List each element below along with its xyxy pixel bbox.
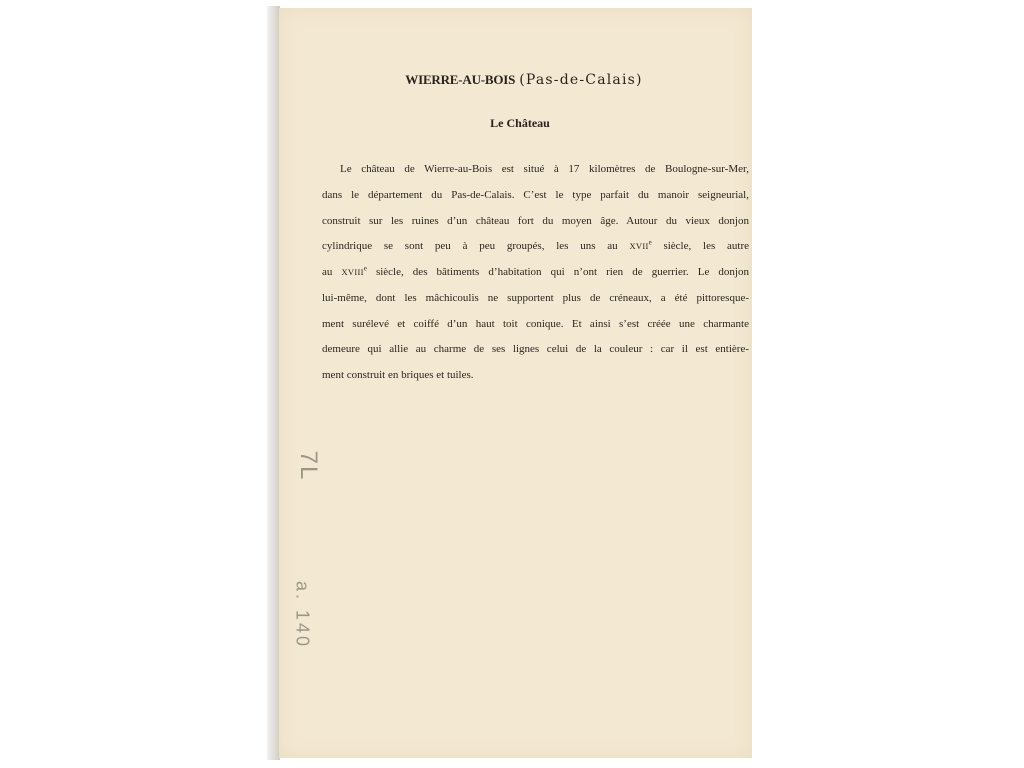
paragraph-line: dans le département du Pas-de-Calais. C’est le type parfait du manoir seigneurial, [322, 188, 749, 201]
postcard [279, 8, 752, 758]
century-superscript: e [648, 238, 652, 247]
title-region: (Pas-de-Calais) [519, 72, 643, 88]
handwritten-note: a. 140 [292, 580, 313, 650]
century-superscript: e [363, 264, 367, 273]
paragraph-line: ment construit en briques et tuiles. [322, 369, 474, 381]
handwritten-note: 7L [295, 450, 322, 482]
century-numeral: XVII [629, 241, 649, 252]
line-text: siècle, des bâtiments d’habitation qui n’ont rien de guerrier. Le donjon [366, 266, 749, 278]
paragraph-line: ment surélevé et coiffé d’un haut toit conique. Et ainsi s’est créée une charmante [322, 317, 749, 330]
document-title [299, 70, 749, 90]
title-place-name: WIERRE-AU-BOIS [405, 72, 516, 87]
document-subtitle: Le Château [490, 116, 550, 130]
paragraph-line: lui-même, dont les mâchicoulis ne supportent plus de créneaux, a été pittoresque- [322, 291, 749, 304]
century-numeral: XVIII [341, 267, 364, 277]
line-text: cylindrique se sont peu à peu groupés, les uns au [322, 240, 630, 253]
paragraph-line [322, 234, 749, 260]
paragraph-line: demeure qui allie au charme de ses lignes celui de la couleur : car il est entière- [322, 343, 749, 356]
line-text: siècle, les autre [651, 240, 749, 253]
body-paragraph [322, 157, 749, 389]
paragraph-line [322, 260, 749, 286]
paragraph-line: construit sur les ruines d’un château fort du moyen âge. Autour du vieux donjon [322, 214, 749, 227]
paragraph-line: Le château de Wierre-au-Bois est situé à 17 kilomètres de Boulogne-sur-Mer, [340, 163, 749, 175]
line-text: au [322, 266, 342, 278]
